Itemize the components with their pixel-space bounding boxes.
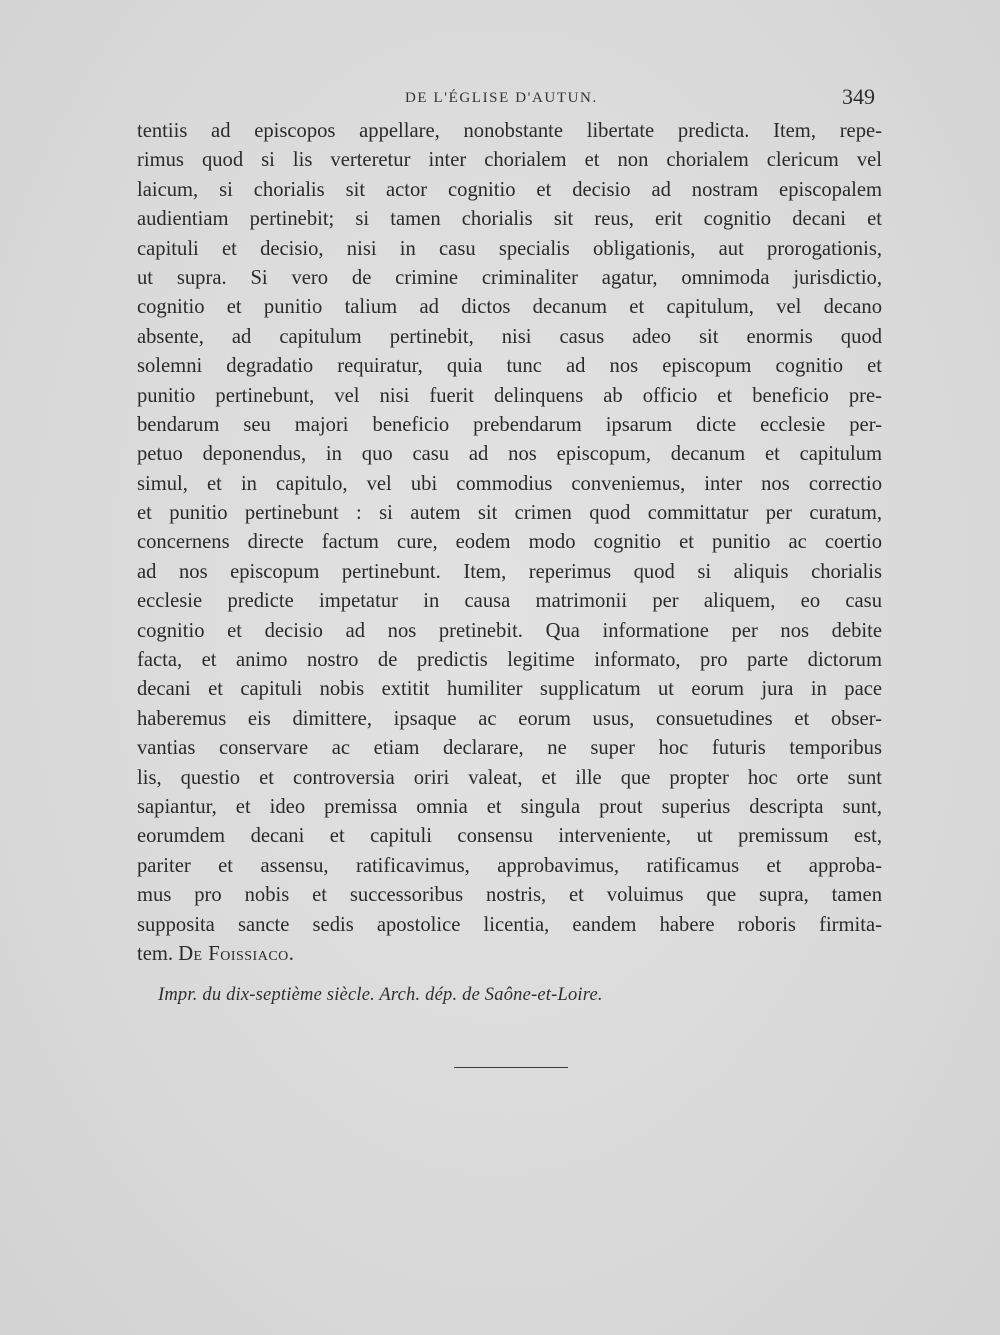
body-text: [137, 117, 882, 969]
text-line: cognitio et punitio talium ad dictos decanum et capitulum, vel decano: [137, 296, 882, 319]
text-line: cognitio et decisio ad nos pretinebit. Qua informatione per nos debite: [137, 619, 882, 642]
final-line-text: tem.: [137, 942, 174, 965]
text-line: capituli et decisio, nisi in casu specialis obligationis, aut prorogationis,: [137, 237, 882, 260]
text-line: ut supra. Si vero de crimine criminaliter agatur, omnimoda jurisdictio,: [137, 266, 882, 289]
text-line: supposita sancte sedis apostolice licentia, eandem habere roboris firmita-: [137, 913, 882, 936]
text-line: et punitio pertinebunt : si autem sit crimen quod committatur per curatum,: [137, 502, 882, 525]
text-line: pariter et assensu, ratificavimus, approbavimus, ratificamus et approba-: [137, 854, 882, 877]
signature: De Foissiaco.: [178, 942, 295, 965]
running-head: [0, 84, 1000, 112]
text-line: punitio pertinebunt, vel nisi fuerit delinquens ab officio et beneficio pre-: [137, 384, 882, 407]
text-line: audientiam pertinebit; si tamen chorialis sit reus, erit cognitio decani et: [137, 208, 882, 231]
end-rule: [454, 1067, 568, 1068]
text-line: haberemus eis dimittere, ipsaque ac eorum usus, consuetudines et obser-: [137, 707, 882, 730]
text-line: ad nos episcopum pertinebunt. Item, reperimus quod si aliquis chorialis: [137, 560, 882, 583]
text-line: simul, et in capitulo, vel ubi commodius conveniemus, inter nos correctio: [137, 472, 882, 495]
text-line: facta, et animo nostro de predictis legitime informato, pro parte dictorum: [137, 649, 882, 672]
text-line: bendarum seu majori beneficio prebendarum ipsarum dicte ecclesie per-: [137, 413, 882, 436]
text-line: laicum, si chorialis sit actor cognitio et decisio ad nostram episcopalem: [137, 178, 882, 201]
text-line: sapiantur, et ideo premissa omnia et singula prout superius descripta sunt,: [137, 795, 882, 818]
text-line: petuo deponendus, in quo casu ad nos episcopum, decanum et capitulum: [137, 443, 882, 466]
final-text-line: [137, 940, 882, 969]
text-line: rimus quod si lis verteretur inter chorialem et non chorialem clericum vel: [137, 149, 882, 172]
text-line: solemni degradatio requiratur, quia tunc ad nos episcopum cognitio et: [137, 355, 882, 378]
running-title: DE L'ÉGLISE D'AUTUN.: [405, 90, 598, 106]
text-line: mus pro nobis et successoribus nostris, et voluimus que supra, tamen: [137, 884, 882, 907]
text-line: lis, questio et controversia oriri valeat, et ille que propter hoc orte sunt: [137, 766, 882, 789]
text-line: ecclesie predicte impetatur in causa matrimonii per aliquem, eo casu: [137, 590, 882, 613]
text-line: decani et capituli nobis extitit humiliter supplicatum ut eorum jura in pace: [137, 678, 882, 701]
text-line: eorumdem decani et capituli consensu interveniente, ut premissum est,: [137, 825, 882, 848]
text-line: vantias conservare ac etiam declarare, ne super hoc futuris temporibus: [137, 737, 882, 760]
text-line: absente, ad capitulum pertinebit, nisi casus adeo sit enormis quod: [137, 325, 882, 348]
page-number: 349: [842, 84, 875, 109]
text-line: tentiis ad episcopos appellare, nonobstante libertate predicta. Item, repe-: [137, 120, 882, 142]
source-note: Impr. du dix-septième siècle. Arch. dép. de Saône-et-Loire.: [158, 985, 603, 1005]
text-line: concernens directe factum cure, eodem modo cognitio et punitio ac coertio: [137, 531, 882, 554]
